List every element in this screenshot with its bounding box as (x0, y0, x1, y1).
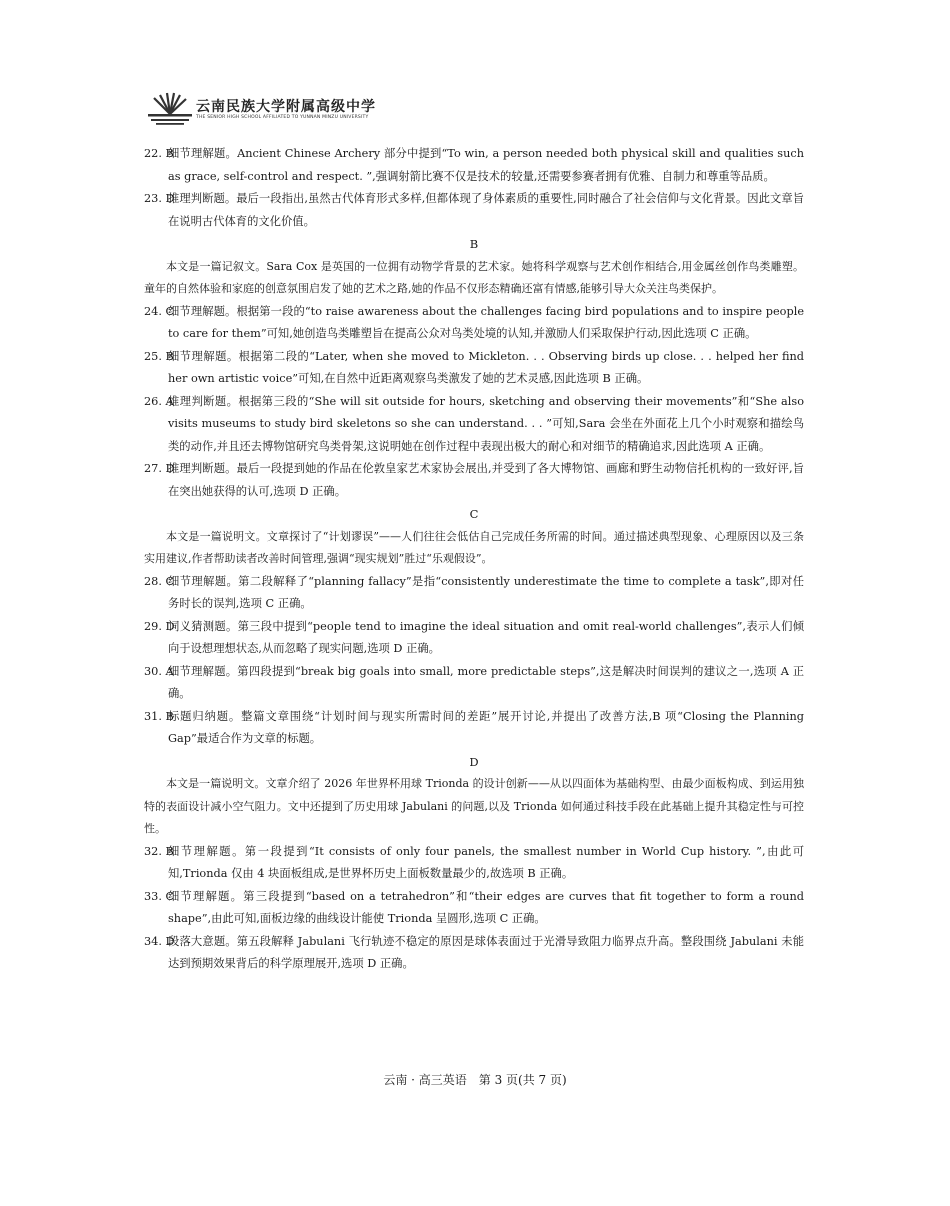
section-heading: C (469, 507, 479, 521)
answer-explanation: 推理判断题。最后一段提到她的作品在伦敦皇家艺术家协会展出,并受到了各大博物馆、画廊和野生动物信托机构的一致好评,旨在突出她获得的认可,选项 D 正确。 (168, 462, 804, 498)
answer-number: 22. B (144, 147, 174, 160)
answer-item (144, 301, 804, 346)
passage-summary: 本文是一篇说明文。文章介绍了 2026 年世界杯用球 Trionda 的设计创新——从以四面体为基础构型、由最少面板构成、到运用独特的表面设计减小空气阻力。文中还提到了历史用球 Jabulani 的问题,以及 Trionda 如何通过科技手段在此基础上提升其稳定性与可控性。 (144, 777, 804, 835)
answer-item (144, 616, 804, 661)
answer-explanation: 推理判断题。最后一段指出,虽然古代体育形式多样,但都体现了身体素质的重要性,同时融合了社会信仰与文化背景。因此文章旨在说明古代体育的文化价值。 (168, 192, 804, 228)
answer-number: 31. B (144, 709, 174, 723)
answer-explanation: 标题归纳题。整篇文章围绕“计划时间与现实所需时间的差距”展开讨论,并提出了改善方法,B 项“Closing the Planning Gap”最适合作为文章的标题。 (168, 709, 804, 745)
answer-number: 34. D (144, 934, 175, 948)
answer-number: 30. A (144, 664, 174, 678)
answer-number: 25. B (144, 349, 174, 363)
answer-content (144, 143, 804, 976)
answer-item (144, 571, 804, 616)
answer-item (144, 706, 804, 751)
answer-item (144, 143, 804, 188)
answer-explanation: 段落大意题。第五段解释 Jabulani 飞行轨迹不稳定的原因是球体表面过于光滑导致阻力临界点升高。整段围绕 Jabulani 未能达到预期效果背后的科学原理展开,选项 D 正确。 (168, 934, 804, 970)
answer-number: 24. C (144, 304, 175, 318)
answer-item (144, 346, 804, 391)
answer-explanation: 细节理解题。第四段提到“break big goals into small, more predictable steps”,这是解决时间误判的建议之一,选项 A 正确。 (168, 664, 804, 700)
answer-explanation: 细节理解题。根据第一段的“to raise awareness about the challenges facing bird populations and to inspire people to care for them”可知,她创造鸟类雕塑旨在提高公众对鸟类处境的认知,并激励人们采取保护行动,因此选项 C 正确。 (168, 304, 804, 340)
school-logo-icon (148, 92, 192, 126)
answer-number: 32. B (144, 844, 174, 858)
answer-number: 28. C (144, 574, 175, 588)
section-heading: D (469, 754, 479, 769)
answer-item (144, 188, 804, 233)
answer-item (144, 391, 804, 459)
answer-item (144, 886, 804, 931)
passage-summary: 本文是一篇说明文。文章探讨了“计划谬误”——人们往往会低估自己完成任务所需的时间。通过描述典型现象、心理原因以及三条实用建议,作者帮助读者改善时间管理,强调“现实规划”胜过“乐观假设”。 (144, 529, 804, 565)
answer-number: 23. D (144, 192, 175, 205)
passage-summary: 本文是一篇记叙文。Sara Cox 是英国的一位拥有动物学背景的艺术家。她将科学观察与艺术创作相结合,用金属丝创作鸟类雕塑。童年的自然体验和家庭的创意氛围启发了她的艺术之路,她的作品不仅形态精确还富有情感,能够引导大众关注鸟类保护。 (144, 259, 804, 295)
answer-item (144, 661, 804, 706)
answer-explanation: 细节理解题。第一段提到“It consists of only four panels, the smallest number in World Cup history. ”,由此可知,Trionda 仅由 4 块面板组成,是世界杯历史上面板数量最少的,故选项 B 正确。 (168, 844, 804, 880)
page-footer: 云南 · 高三英语 第 3 页(共 7 页) (383, 1073, 567, 1087)
answer-explanation: 推理判断题。根据第三段的“She will sit outside for hours, sketching and observing their movements”和“She also visits museums to study bird skeletons so she can understand. . . ”可知,Sara 会坐在外面花上几个小时观察和描绘鸟类的动作,并且还去博物馆研究鸟类骨架,这说明她在创作过程中表现出极大的耐心和对细节的精确追求,因此选项 A 正确。 (168, 394, 804, 453)
answer-number: 33. C (144, 889, 175, 903)
answer-number: 27. D (144, 462, 175, 475)
school-name: 云南民族大学附属高级中学 (196, 99, 376, 115)
answer-item (144, 931, 804, 976)
answer-explanation: 细节理解题。根据第二段的“Later, when she moved to Mickleton. . . Observing birds up close. . . helped her find her own artistic voice”可知,在自然中近距离观察鸟类激发了她的艺术灵感,因此选项 B 正确。 (168, 349, 804, 385)
answer-item (144, 458, 804, 503)
answer-number: 26. A (144, 394, 174, 408)
school-header (148, 92, 376, 128)
school-name-english: THE SENIOR HIGH SCHOOL AFFILIATED TO YUNNAN MINZU UNIVERSITY (196, 115, 369, 120)
answer-explanation: 词义猜测题。第三段中提到“people tend to imagine the ideal situation and omit real-world challenges”,表示人们倾向于设想理想状态,从而忽略了现实问题,选项 D 正确。 (168, 619, 804, 655)
answer-number: 29. D (144, 619, 175, 633)
answer-explanation: 细节理解题。第三段提到“based on a tetrahedron”和“their edges are curves that fit together to form a round shape”,由此可知,面板边缘的曲线设计能使 Trionda 呈圆形,选项 C 正确。 (168, 889, 804, 925)
answer-explanation: 细节理解题。Ancient Chinese Archery 部分中提到“To win, a person needed both physical skill and qualities such as grace, self-control and respect. ”,强调射箭比赛不仅是技术的较量,还需要参赛者拥有优雅、自制力和尊重等品质。 (168, 147, 804, 183)
section-heading: B (469, 237, 479, 251)
answer-explanation: 细节理解题。第二段解释了“planning fallacy”是指“consistently underestimate the time to complete a task”,即对任务时长的误判,选项 C 正确。 (168, 574, 804, 610)
answer-item (144, 841, 804, 886)
